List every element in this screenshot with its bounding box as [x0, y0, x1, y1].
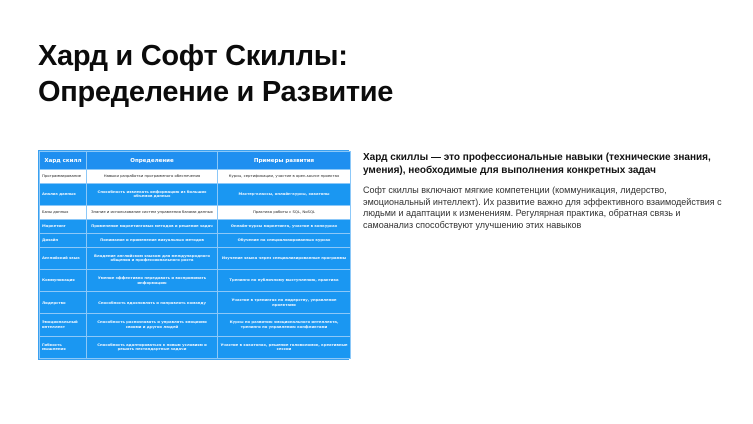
table-cell-skill: Эмоциональный интеллект	[40, 314, 87, 336]
table-header-row	[40, 152, 351, 170]
table-header-definition: Определение	[87, 152, 218, 170]
table-cell-example: Обучение на специализированных курсах	[218, 233, 351, 247]
table-cell-definition: Умение эффективно передавать и воспринимать информацию	[87, 269, 218, 291]
table-cell-example: Курсы, сертификации, участие в open-source проектах	[218, 170, 351, 184]
table-cell-definition: Применение маркетинговых методов и решение задач	[87, 219, 218, 233]
table-cell-skill: Базы данных	[40, 206, 87, 220]
table-row	[40, 183, 351, 205]
table-cell-definition: Владение английским языком для международного общения и профессионального роста	[87, 247, 218, 269]
table-cell-definition: Способность вдохновлять и направлять команду	[87, 292, 218, 314]
table-row	[40, 206, 351, 220]
table-row	[40, 336, 351, 358]
table-row	[40, 170, 351, 184]
table-cell-skill: Программирование	[40, 170, 87, 184]
table-cell-example: Мастер-классы, онлайн-курсы, хакатоны	[218, 183, 351, 205]
description-panel	[363, 151, 723, 231]
page-title-line-2: Определение и Развитие	[38, 76, 394, 108]
table-cell-example: Участие в тренингах по лидерству, управление проектами	[218, 292, 351, 314]
skills-table	[38, 150, 349, 360]
table-header-examples: Примеры развития	[218, 152, 351, 170]
table-row	[40, 233, 351, 247]
table-row	[40, 292, 351, 314]
table-cell-example: Участие в хакатонах, решение головоломок, креативные сессии	[218, 336, 351, 358]
table-header-skill: Хард скилл	[40, 152, 87, 170]
table-cell-example: Изучение языка через специализированные программы	[218, 247, 351, 269]
table-cell-definition: Навыки разработки программного обеспечения	[87, 170, 218, 184]
hard-skills-lead: Хард скиллы — это профессиональные навыки (технические знания, умения), необходимые для выполнения конкретных задач	[363, 152, 711, 176]
table-cell-example: Курсы по развитию эмоционального интеллекта, тренинги по управлению конфликтами	[218, 314, 351, 336]
table-cell-skill: Лидерство	[40, 292, 87, 314]
page-title	[38, 38, 458, 110]
table-cell-definition: Способность адаптироваться к новым условиям и решать нестандартные задачи	[87, 336, 218, 358]
table-row	[40, 247, 351, 269]
table-cell-skill: Английский язык	[40, 247, 87, 269]
table-cell-skill: Коммуникация	[40, 269, 87, 291]
table-cell-example: Практика работы с SQL, NoSQL	[218, 206, 351, 220]
table-cell-skill: Маркетинг	[40, 219, 87, 233]
table-cell-skill: Гибкость мышления	[40, 336, 87, 358]
soft-skills-paragraph: Софт скиллы включают мягкие компетенции (коммуникация, лидерство, эмоциональный интеллект). Их развитие важно для эффективного взаимодействия с людьми и адаптации к изменениям. Регулярная практика, обратная связь и самоанализ способствуют улучшению этих навыков	[363, 185, 722, 230]
table-cell-skill: Анализ данных	[40, 183, 87, 205]
table-row	[40, 219, 351, 233]
page-title-line-1: Хард и Софт Скиллы:	[38, 40, 348, 72]
table-cell-example: Тренинги по публичному выступлению, практика	[218, 269, 351, 291]
table-cell-definition: Способность распознавать и управлять эмоциями своими и других людей	[87, 314, 218, 336]
table-row	[40, 314, 351, 336]
table-cell-definition: Понимание и применение визуальных методов	[87, 233, 218, 247]
table-cell-skill: Дизайн	[40, 233, 87, 247]
table-cell-definition: Способность извлекать информацию из больших объемов данных	[87, 183, 218, 205]
table-row	[40, 269, 351, 291]
table-cell-definition: Знание и использование систем управления базами данных	[87, 206, 218, 220]
table-cell-example: Онлайн-курсы маркетинга, участие в конкурсах	[218, 219, 351, 233]
